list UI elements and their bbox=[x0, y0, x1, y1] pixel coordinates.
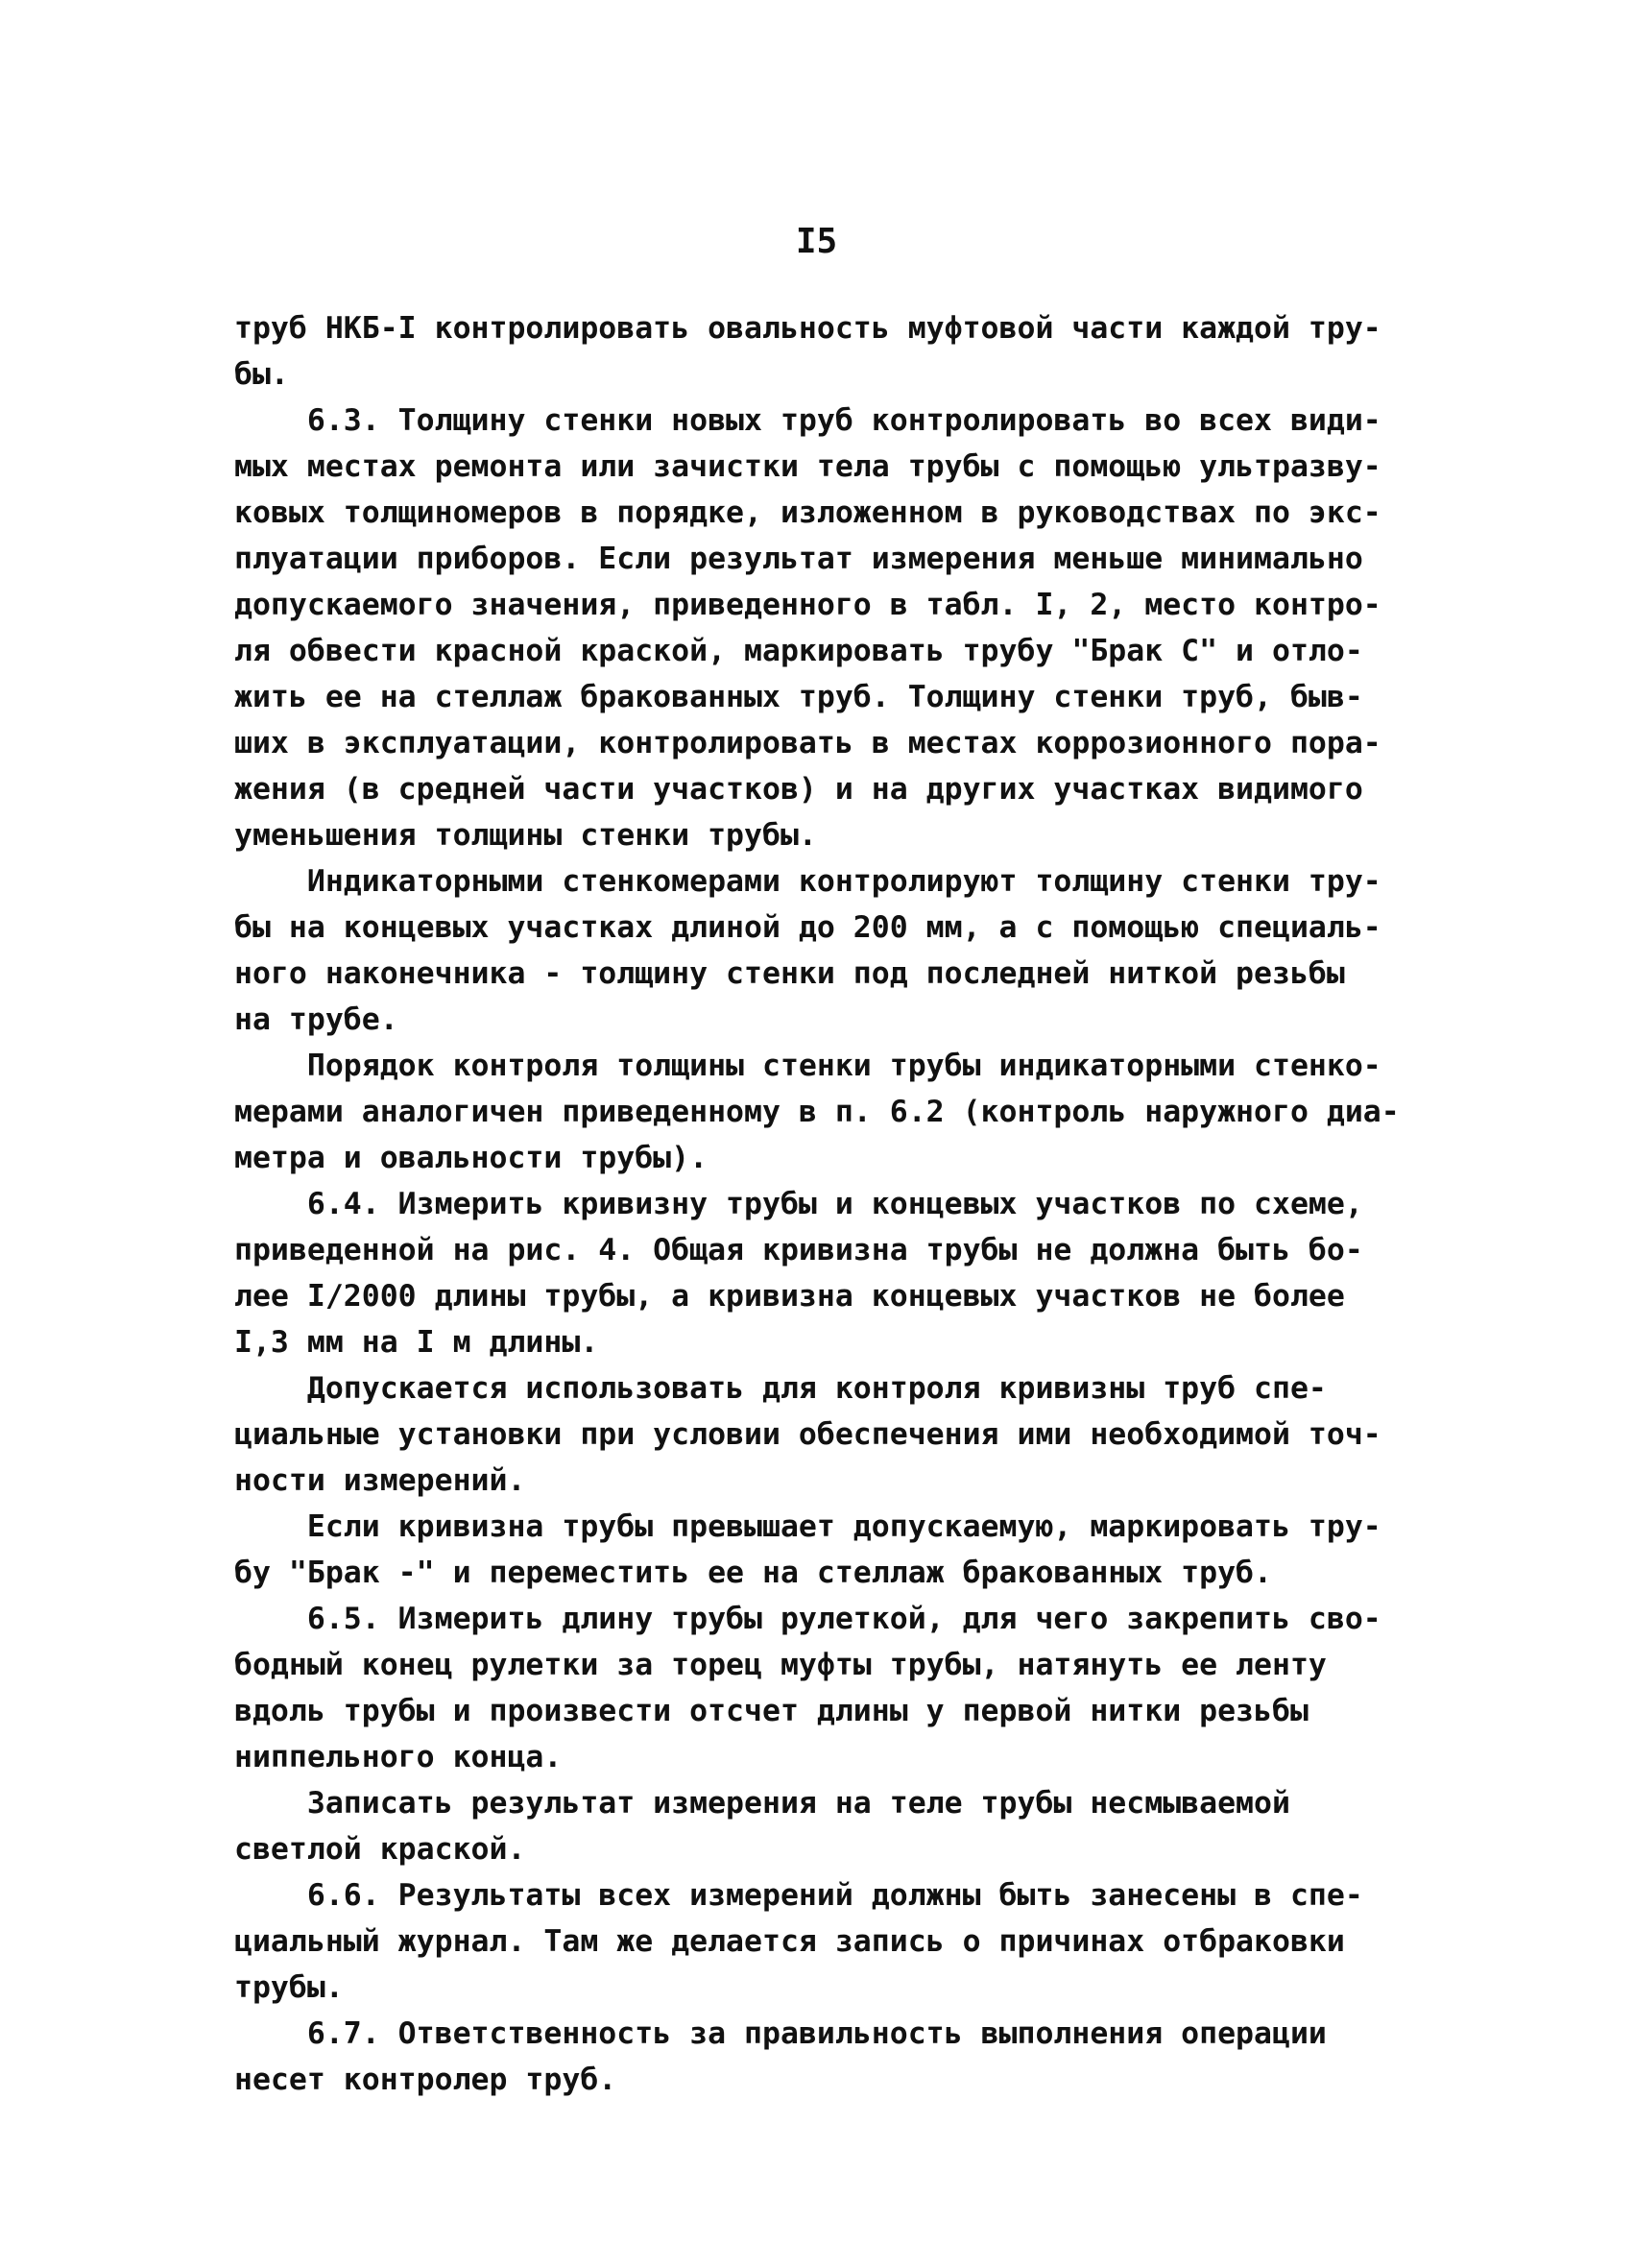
paragraph-6-6-journal: 6.6. Результаты всех измерений должны быть занесены в спе- циальный журнал. Там же делается запись о причинах отбраковки трубы. bbox=[234, 1878, 1363, 2005]
page-number: I5 bbox=[795, 222, 838, 261]
paragraph-special-installations: Допускается использовать для контроля кривизны труб спе- циальные установки при условии обеспечения ими необходимой точ- ности измерений. bbox=[234, 1371, 1381, 1498]
paragraph-6-7-responsibility: 6.7. Ответственность за правильность выполнения операции несет контролер труб. bbox=[234, 2016, 1327, 2097]
paragraph-6-4-curvature: 6.4. Измерить кривизну трубы и концевых участков по схеме, приведенной на рис. 4. Общая кривизна трубы не должна быть бо- лее I/2000 длины трубы, а кривизна концевых участков не более I,3 мм на I м длины. bbox=[234, 1187, 1363, 1360]
paragraph-pipe-ovality: труб НКБ-I контролировать овальность муфтовой части каждой тру- бы. bbox=[234, 311, 1381, 392]
paragraph-record-result: Записать результат измерения на теле трубы несмываемой светлой краской. bbox=[234, 1786, 1290, 1867]
paragraph-6-5-length: 6.5. Измерить длину трубы рулеткой, для чего закрепить сво- бодный конец рулетки за торец муфты трубы, натянуть ее ленту вдоль трубы и произвести отсчет длины у первой нитки резьбы ниппельного конца. bbox=[234, 1602, 1381, 1774]
paragraph-indicator-gauges: Индикаторными стенкомерами контролируют толщину стенки тру- бы на концевых участках длиной до 200 мм, а с помощью специаль- ного наконечника - толщину стенки под последней ниткой резьбы на трубе. bbox=[234, 864, 1381, 1037]
paragraph-6-3-wall-thickness: 6.3. Толщину стенки новых труб контролировать во всех види- мых местах ремонта или зачистки тела трубы с помощью ультразву- ковых толщиномеров в порядке, изложенном в руководствах по экс- плуатации приборов. Если результат измерения меньше минимально допускаемого значения, приведенного в табл. I, 2, место контро- ля обвести красной краской, маркировать трубу "Брак С" и отло- жить ее на стеллаж бракованных труб. Толщину стенки труб, быв- ших в эксплуатации, контролировать в местах коррозионного пора- жения (в средней части участков) и на других участках видимого уменьшения толщины стенки трубы. bbox=[234, 403, 1381, 853]
paragraph-control-procedure: Порядок контроля толщины стенки трубы индикаторными стенко- мерами аналогичен приведенному в п. 6.2 (контроль наружного диа- метра и овальности трубы). bbox=[234, 1049, 1400, 1175]
document-body bbox=[234, 305, 1405, 2103]
paragraph-excess-curvature: Если кривизна трубы превышает допускаемую, маркировать тру- бу "Брак -" и переместить ее на стеллаж бракованных труб. bbox=[234, 1509, 1381, 1590]
